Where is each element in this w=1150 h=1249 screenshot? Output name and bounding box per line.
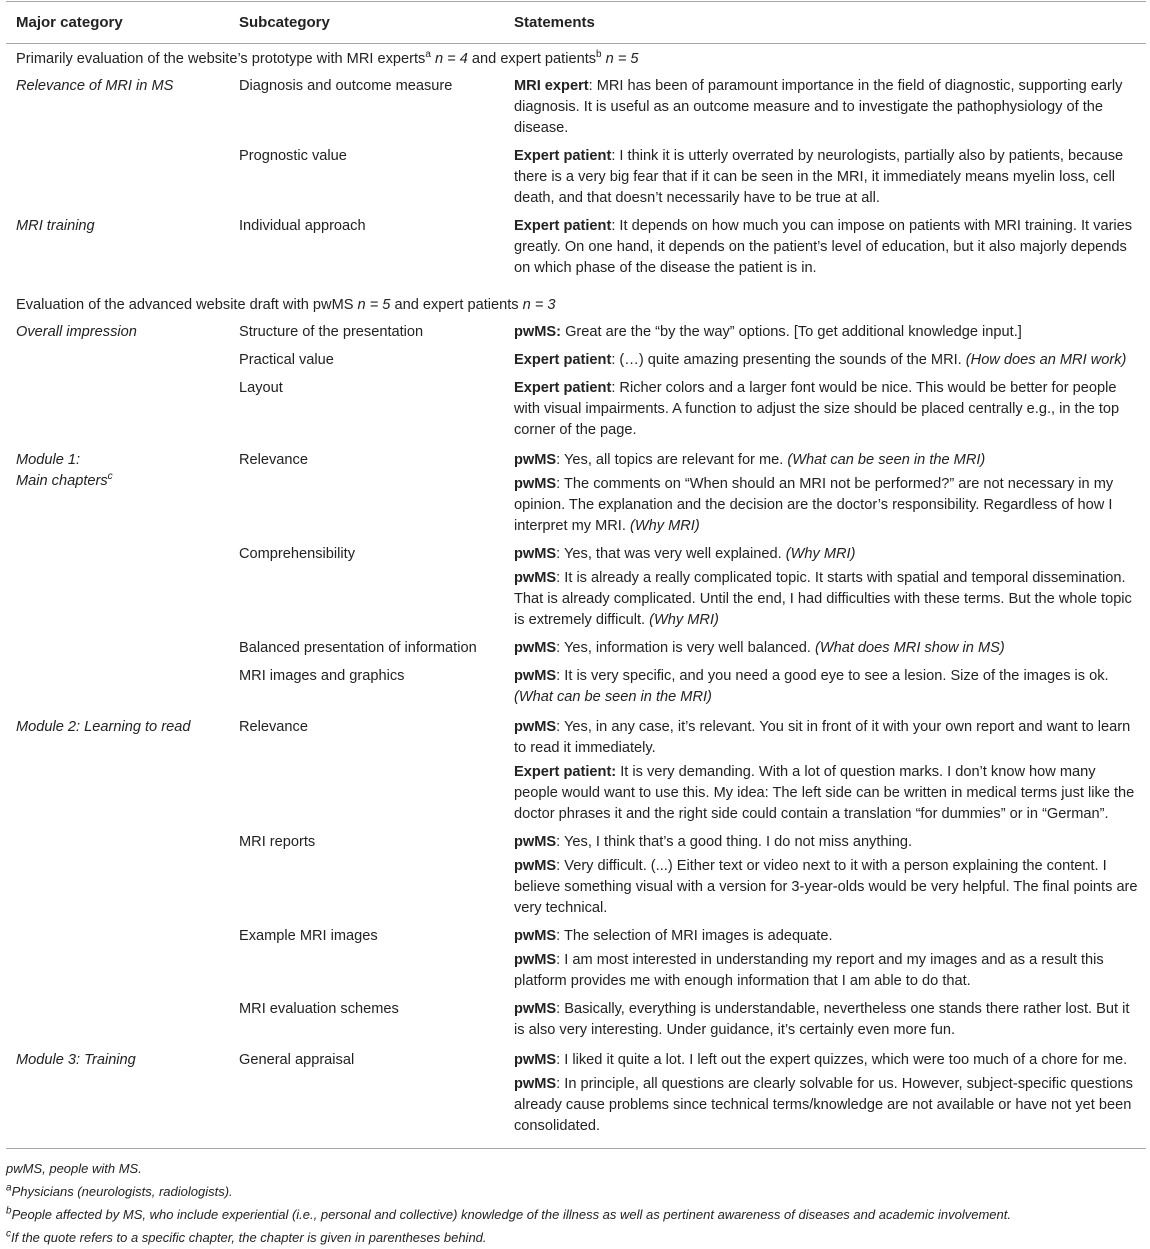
table-row bbox=[6, 636, 1146, 664]
statement-cell bbox=[504, 636, 1146, 664]
speaker: Expert patient bbox=[514, 148, 612, 164]
table-row bbox=[6, 830, 1146, 924]
table-header bbox=[6, 2, 1146, 44]
table-row bbox=[6, 446, 1146, 542]
speaker: Expert patient: bbox=[514, 764, 617, 780]
subcategory: Example MRI images bbox=[239, 928, 378, 944]
speaker: MRI expert bbox=[514, 78, 589, 94]
speaker: pwMS bbox=[514, 719, 557, 735]
statement: MRI expert: MRI has been of paramount importance in the field of diagnostic, supporting early diagnosis. It is useful as an outcome measure and to investigate the pathophysiology of the disease. bbox=[514, 78, 1123, 136]
major-category bbox=[6, 830, 229, 924]
speaker: Expert patient bbox=[514, 218, 612, 234]
statement-cell bbox=[504, 713, 1146, 830]
statement: Expert patient: Richer colors and a larger font would be nice. This would be better for people with visual impairments. A function to adjust the size should be placed centrally e.g., in the top corner of the page. bbox=[514, 380, 1120, 438]
major-category bbox=[6, 144, 229, 214]
major-category bbox=[6, 924, 229, 997]
statement-cell bbox=[504, 348, 1146, 376]
statement: pwMS: Yes, all topics are relevant for me. (What can be seen in the MRI) bbox=[514, 452, 986, 468]
statement: pwMS: The selection of MRI images is adequate. bbox=[514, 928, 833, 944]
section-row bbox=[6, 290, 1146, 320]
statement: pwMS: Yes, I think that’s a good thing. I do not miss anything. bbox=[514, 834, 913, 850]
major-category bbox=[6, 997, 229, 1046]
speaker: Expert patient bbox=[514, 380, 612, 396]
statement: pwMS: It is already a really complicated topic. It starts with spatial and temporal dissemination. That is already complicated. Until the end, I had difficulties with these terms. But the whole topic is extremely difficult. (Why MRI) bbox=[514, 570, 1132, 628]
subcategory: Diagnosis and outcome measure bbox=[239, 78, 453, 94]
chapter-reference: (How does an MRI work) bbox=[965, 352, 1127, 368]
table-row bbox=[6, 924, 1146, 997]
statement: pwMS: Yes, information is very well balanced. (What does MRI show in MS) bbox=[514, 640, 1005, 656]
subcategory: MRI evaluation schemes bbox=[239, 1001, 399, 1017]
subcategory: Balanced presentation of information bbox=[239, 640, 477, 656]
table-row bbox=[6, 320, 1146, 348]
table-row bbox=[6, 997, 1146, 1046]
major-category bbox=[6, 664, 229, 713]
footnote: pwMS, people with MS. bbox=[6, 1161, 142, 1176]
table-row bbox=[6, 74, 1146, 144]
section-title-1: Primarily evaluation of the website’s prototype with MRI experts$^a$ n = 4 and expert patients$^b$ n = 5 bbox=[16, 49, 639, 67]
speaker: pwMS bbox=[514, 570, 557, 586]
results-table bbox=[6, 1, 1146, 1148]
chapter-reference: (What can be seen in the MRI) bbox=[514, 689, 712, 705]
subcategory: MRI images and graphics bbox=[239, 668, 405, 684]
table-row bbox=[6, 348, 1146, 376]
subcategory: Comprehensibility bbox=[239, 546, 355, 562]
speaker: pwMS bbox=[514, 668, 557, 684]
subcategory: Individual approach bbox=[239, 218, 366, 234]
subcategory: General appraisal bbox=[239, 1052, 355, 1068]
table-row bbox=[6, 376, 1146, 446]
major-category: Overall impression bbox=[16, 324, 137, 340]
table-footnotes bbox=[6, 1148, 1146, 1249]
statement-cell bbox=[504, 320, 1146, 348]
subcategory: MRI reports bbox=[239, 834, 316, 850]
statement-cell bbox=[504, 664, 1146, 713]
statement: pwMS: I liked it quite a lot. I left out the expert quizzes, which were too much of a chore for me. bbox=[514, 1052, 1128, 1068]
major-category: Module 2: Learning to read bbox=[16, 719, 191, 735]
statement-cell bbox=[504, 74, 1146, 144]
subcategory: Relevance bbox=[239, 452, 308, 468]
speaker: pwMS bbox=[514, 452, 557, 468]
table-row bbox=[6, 1046, 1146, 1148]
statement-cell bbox=[504, 997, 1146, 1046]
section-row bbox=[6, 44, 1146, 75]
speaker: pwMS bbox=[514, 834, 557, 850]
speaker: pwMS bbox=[514, 928, 557, 944]
statement-cell bbox=[504, 1046, 1146, 1148]
speaker: pwMS bbox=[514, 1076, 557, 1092]
subcategory: Layout bbox=[239, 380, 283, 396]
footnote: $^b$People affected by MS, who include experiential (i.e., personal and collective) knowledge of the illness as well as pertinent awareness of diseases and academic involvement. bbox=[6, 1205, 1011, 1222]
speaker: pwMS bbox=[514, 1001, 557, 1017]
speaker: pwMS bbox=[514, 546, 557, 562]
statement-cell bbox=[504, 144, 1146, 214]
statement: Expert patient: (…) quite amazing presenting the sounds of the MRI. (How does an MRI work) bbox=[514, 352, 1127, 368]
speaker: pwMS bbox=[514, 858, 557, 874]
header-major-category: Major category bbox=[6, 2, 229, 44]
statement: pwMS: In principle, all questions are clearly solvable for us. However, subject-specific questions already cause problems since technical terms/knowledge are not available or have not yet been consolidated. bbox=[514, 1076, 1133, 1134]
subcategory: Structure of the presentation bbox=[239, 324, 424, 340]
speaker: pwMS bbox=[514, 952, 557, 968]
subcategory: Practical value bbox=[239, 352, 334, 368]
statement: pwMS: The comments on “When should an MRI not be performed?” are not necessary in my opinion. The explanation and the decision are the doctor’s responsibility. Regardless of how I interpret my MRI. (Why MRI) bbox=[514, 476, 1114, 534]
table-row bbox=[6, 664, 1146, 713]
footnote: $^c$If the quote refers to a specific chapter, the chapter is given in parentheses behind. bbox=[6, 1228, 487, 1245]
statement: pwMS: It is very specific, and you need a good eye to see a lesion. Size of the images is ok. (What can be seen in the MRI) bbox=[514, 668, 1109, 705]
major-category bbox=[6, 348, 229, 376]
table-row bbox=[6, 542, 1146, 636]
header-subcategory: Subcategory bbox=[229, 2, 504, 44]
statement-cell bbox=[504, 924, 1146, 997]
major-category bbox=[6, 636, 229, 664]
statement: pwMS: I am most interested in understanding my report and my images and as a result this platform provides me with enough information that I am able to do that. bbox=[514, 952, 1104, 989]
statement: Expert patient: I think it is utterly overrated by neurologists, partially also by patients, because there is a very big fear that if it can be seen in the MRI, it immediately means myelin loss, cell death, and that doesn’t necessarily have to be true at all. bbox=[514, 148, 1124, 206]
statement-cell bbox=[504, 542, 1146, 636]
subcategory: Relevance bbox=[239, 719, 308, 735]
statement-cell bbox=[504, 446, 1146, 542]
speaker: pwMS bbox=[514, 1052, 557, 1068]
statement-cell bbox=[504, 830, 1146, 924]
chapter-reference: (Why MRI) bbox=[649, 612, 719, 628]
speaker: pwMS bbox=[514, 476, 557, 492]
statement: pwMS: Yes, in any case, it’s relevant. You sit in front of it with your own report and want to learn to read it immediately. bbox=[514, 719, 1131, 756]
speaker: pwMS bbox=[514, 640, 557, 656]
statement-cell bbox=[504, 376, 1146, 446]
table-row bbox=[6, 144, 1146, 214]
major-category: Module 1: Main chapters$^c$ bbox=[16, 452, 113, 489]
statement-cell bbox=[504, 214, 1146, 290]
major-category: MRI training bbox=[16, 218, 95, 234]
chapter-reference: (What can be seen in the MRI) bbox=[787, 452, 986, 468]
chapter-reference: (Why MRI) bbox=[785, 546, 856, 562]
statement: pwMS: Very difficult. (...) Either text or video next to it with a person explaining the content. I believe something visual with a version for 3-year-olds would be very helpful. The final points are very technical. bbox=[514, 858, 1138, 916]
statement: pwMS: Yes, that was very well explained. (Why MRI) bbox=[514, 546, 856, 562]
chapter-reference: (What does MRI show in MS) bbox=[814, 640, 1005, 656]
statement: Expert patient: It depends on how much you can impose on patients with MRI training. It varies greatly. On one hand, it depends on the patient’s level of education, but it also majorly depends on which phase of the disease the patient is in. bbox=[514, 218, 1133, 276]
major-category bbox=[6, 376, 229, 446]
statement: Expert patient: It is very demanding. With a lot of question marks. I don’t know how many people would want to use this. My idea: The left side can be written in medical terms just like the doctor phrases it and the right side could contain a translation “for dummies” or in “German”. bbox=[514, 764, 1135, 822]
major-category: Relevance of MRI in MS bbox=[16, 78, 174, 94]
table-row bbox=[6, 214, 1146, 290]
statement: pwMS: Great are the “by the way” options. [To get additional knowledge input.] bbox=[514, 324, 1022, 340]
statement: pwMS: Basically, everything is understandable, nevertheless one stands there rather lost. But it is also very interesting. Under guidance, it’s certainly even more fun. bbox=[514, 1001, 1130, 1038]
speaker: Expert patient bbox=[514, 352, 612, 368]
section-title-2: Evaluation of the advanced website draft with pwMS n = 5 and expert patients n = 3 bbox=[16, 297, 556, 313]
table-row bbox=[6, 713, 1146, 830]
chapter-reference: (Why MRI) bbox=[629, 518, 700, 534]
subcategory: Prognostic value bbox=[239, 148, 347, 164]
major-category: Module 3: Training bbox=[16, 1052, 136, 1068]
header-statements: Statements bbox=[504, 2, 1146, 44]
major-category bbox=[6, 542, 229, 636]
speaker: pwMS: bbox=[514, 324, 562, 340]
footnote: $^a$Physicians (neurologists, radiologists). bbox=[6, 1182, 233, 1199]
